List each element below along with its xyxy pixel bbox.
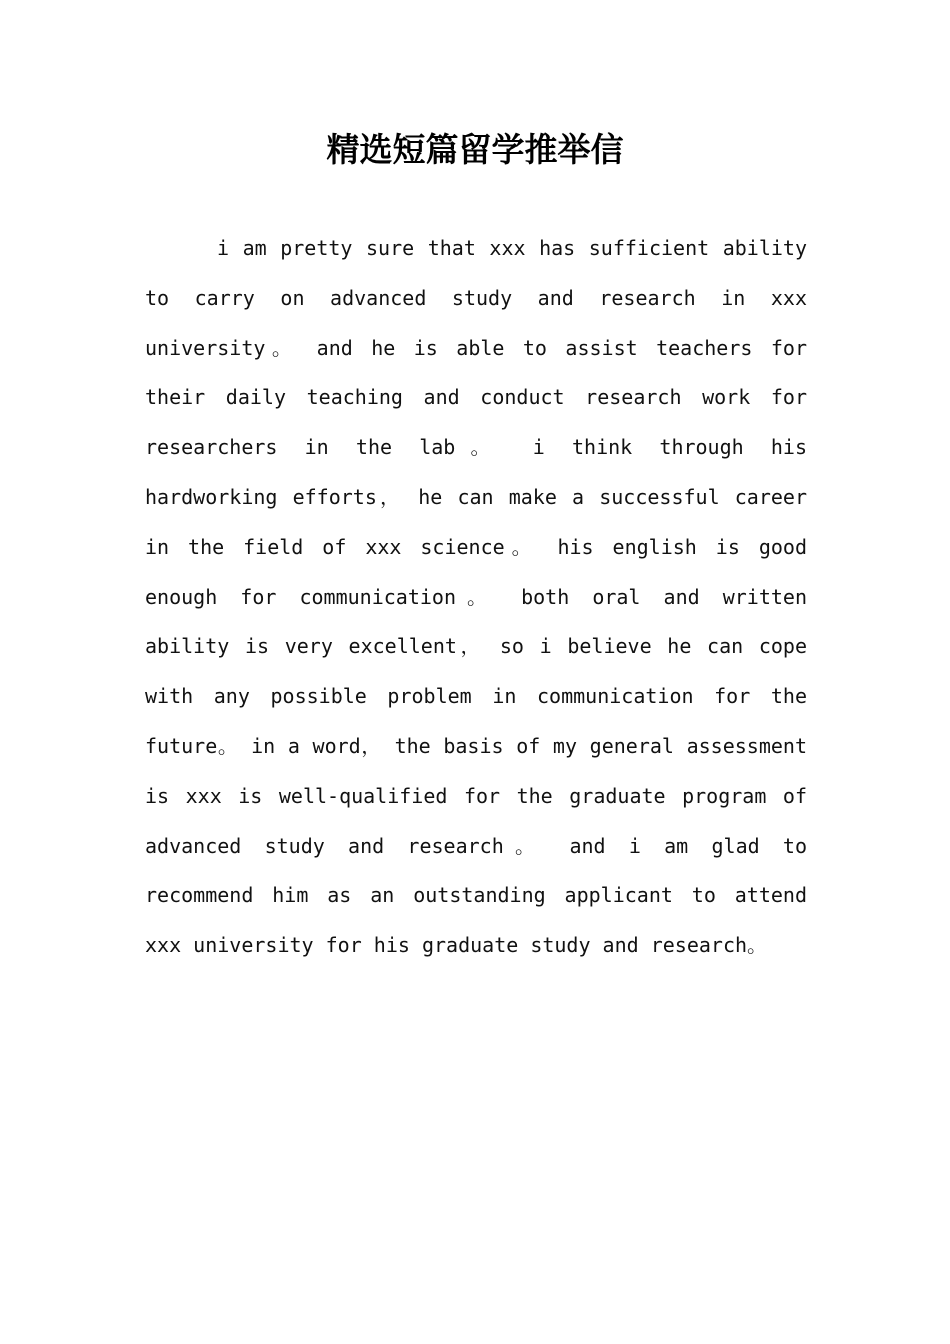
document-title: 精选短篇留学推举信 bbox=[326, 130, 624, 169]
letter-body-paragraph: i am pretty sure that xxx has sufficient ability to carry on advanced study and research in xxx university。 and he is able to assist teachers for their daily teaching and conduct research work for researchers in the lab。 i think through his hardworking efforts， he can make a successful career in the field of xxx science。 his english is good enough for communication。 both oral and written ability is very excellent， so i believe he can cope with any possible problem in communication for the future。 in a word， the basis of my general assessment is xxx is well-qualified for the graduate program of advanced study and research。 and i am glad to recommend him as an outstanding applicant to attend xxx university for his graduate study and research。 bbox=[145, 236, 807, 958]
